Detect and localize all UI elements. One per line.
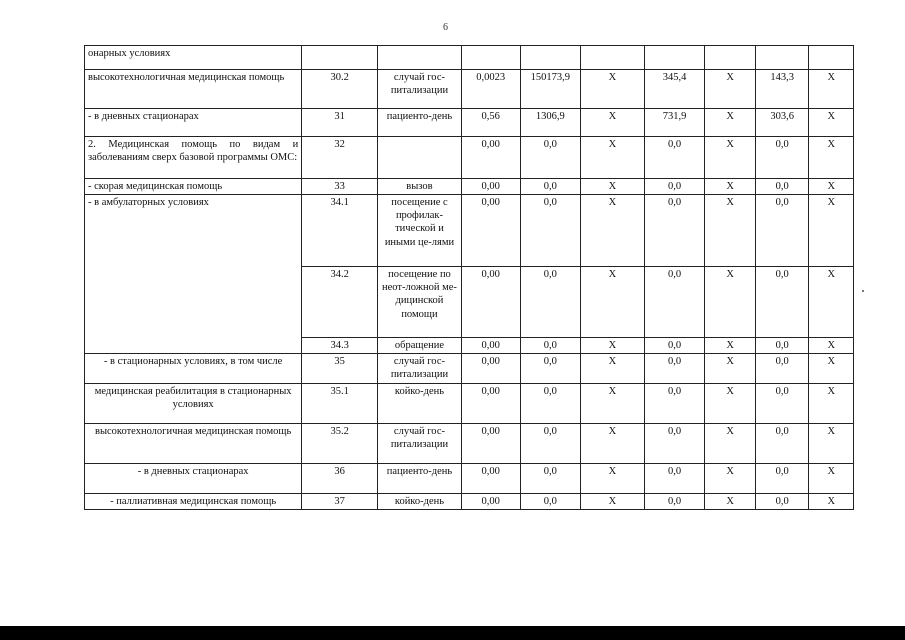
cell-value: 0,0 (644, 354, 705, 384)
row-name: - в дневных стационарах (85, 109, 302, 137)
table-row (85, 494, 854, 510)
row-code: 34.2 (302, 267, 378, 338)
cell-value: Х (705, 464, 756, 494)
cell-value: 0,00 (461, 137, 520, 179)
cell-value: Х (705, 494, 756, 510)
data-table (84, 45, 854, 510)
cell-value: 150173,9 (520, 70, 581, 109)
row-name: высокотехнологичная медицинская помощь (85, 70, 302, 109)
cell-value: 0,0 (520, 424, 581, 464)
cell-value: Х (705, 195, 756, 267)
cell-value: Х (705, 179, 756, 195)
row-name: онарных условиях (85, 46, 302, 70)
table-row (85, 46, 854, 70)
row-code: 35 (302, 354, 378, 384)
cell-value: 0,0 (755, 424, 809, 464)
table-row (85, 137, 854, 179)
cell-value: Х (581, 424, 645, 464)
cell-value: 0,00 (461, 338, 520, 354)
row-unit: посещение с профилак-тической и иными це-лями (378, 195, 462, 267)
cell-value: 0,0 (755, 179, 809, 195)
row-unit: случай гос-питализации (378, 70, 462, 109)
cell-value: 0,0 (520, 137, 581, 179)
cell-value: Х (581, 137, 645, 179)
row-unit: посещение по неот-ложной ме-дицинской помощи (378, 267, 462, 338)
cell-value: Х (809, 384, 854, 424)
cell-value: Х (809, 338, 854, 354)
cell-value: 0,0 (520, 338, 581, 354)
cell-value: 0,0 (644, 267, 705, 338)
row-code: 34.1 (302, 195, 378, 267)
cell-value: Х (581, 195, 645, 267)
cell-value: Х (705, 267, 756, 338)
cell-value: 0,00 (461, 195, 520, 267)
cell-value: Х (581, 179, 645, 195)
cell-value: 0,00 (461, 179, 520, 195)
row-name: - в стационарных условиях, в том числе (85, 354, 302, 384)
cell-value: 0,0 (520, 179, 581, 195)
cell-value: 0,0 (644, 464, 705, 494)
cell-value: 0,0 (644, 137, 705, 179)
cell-value: 0,0023 (461, 70, 520, 109)
cell-value: Х (809, 354, 854, 384)
cell-value: Х (581, 267, 645, 338)
scan-speck (862, 290, 864, 292)
cell-value: 0,0 (520, 494, 581, 510)
cell-value: Х (581, 384, 645, 424)
row-name: высокотехнологичная медицинская помощь (85, 424, 302, 464)
cell-value: 1306,9 (520, 109, 581, 137)
row-code: 35.1 (302, 384, 378, 424)
cell-value: Х (809, 494, 854, 510)
cell-value: 0,00 (461, 424, 520, 464)
cell-value: 0,00 (461, 384, 520, 424)
row-name: - в амбулаторных условиях (85, 195, 302, 354)
cell-value: 0,0 (520, 384, 581, 424)
table-row (85, 195, 854, 267)
page-number: 6 (443, 22, 448, 33)
table-row (85, 424, 854, 464)
cell-value: 0,56 (461, 109, 520, 137)
cell-value: Х (581, 464, 645, 494)
row-unit: койко-день (378, 494, 462, 510)
table-row (85, 464, 854, 494)
row-code: 33 (302, 179, 378, 195)
row-code: 31 (302, 109, 378, 137)
row-code: 35.2 (302, 424, 378, 464)
row-name: медицинская реабилитация в стационарных условиях (85, 384, 302, 424)
cell-value: 0,00 (461, 464, 520, 494)
cell-value: Х (809, 137, 854, 179)
cell-value: Х (705, 384, 756, 424)
cell-value: 0,0 (755, 195, 809, 267)
cell-value: Х (809, 195, 854, 267)
table-row (85, 70, 854, 109)
cell-value: Х (809, 464, 854, 494)
cell-value: 0,0 (755, 384, 809, 424)
table-row (85, 109, 854, 137)
cell-value: Х (809, 267, 854, 338)
cell-value: Х (581, 70, 645, 109)
cell-value: 0,0 (755, 494, 809, 510)
cell-value: Х (705, 354, 756, 384)
cell-value: 0,0 (520, 354, 581, 384)
cell-value: 0,0 (520, 464, 581, 494)
cell-value: Х (581, 494, 645, 510)
row-name: 2. Медицинская помощь по видам и заболеваниям сверх базовой программы ОМС: (85, 137, 302, 179)
cell-value: 0,0 (755, 137, 809, 179)
row-code: 34.3 (302, 338, 378, 354)
cell-value: Х (705, 424, 756, 464)
row-unit: случай гос-питализации (378, 354, 462, 384)
cell-value: Х (581, 354, 645, 384)
cell-value: 345,4 (644, 70, 705, 109)
cell-value: Х (705, 70, 756, 109)
row-code: 37 (302, 494, 378, 510)
table-row (85, 179, 854, 195)
cell-value: Х (581, 109, 645, 137)
cell-value: Х (705, 338, 756, 354)
cell-value: 0,0 (644, 384, 705, 424)
cell-value: Х (809, 70, 854, 109)
row-unit: обращение (378, 338, 462, 354)
row-code: 32 (302, 137, 378, 179)
cell-value: 0,00 (461, 494, 520, 510)
cell-value: 0,0 (755, 354, 809, 384)
cell-value: 0,0 (520, 195, 581, 267)
cell-value: 0,00 (461, 267, 520, 338)
cell-value: Х (705, 137, 756, 179)
table-row (85, 384, 854, 424)
cell-value: 0,0 (644, 424, 705, 464)
cell-value: Х (809, 424, 854, 464)
cell-value: 731,9 (644, 109, 705, 137)
cell-value: 0,0 (755, 464, 809, 494)
cell-value: 0,0 (755, 338, 809, 354)
row-name: - скорая медицинская помощь (85, 179, 302, 195)
cell-value: Х (705, 109, 756, 137)
row-name: - паллиативная медицинская помощь (85, 494, 302, 510)
cell-value: Х (581, 338, 645, 354)
table-row (85, 354, 854, 384)
cell-value: 0,0 (644, 494, 705, 510)
row-code: 30.2 (302, 70, 378, 109)
cell-value: 0,0 (644, 195, 705, 267)
row-unit: вызов (378, 179, 462, 195)
cell-value: 0,0 (644, 179, 705, 195)
row-name: - в дневных стационарах (85, 464, 302, 494)
cell-value: 143,3 (755, 70, 809, 109)
row-unit: пациенто-день (378, 109, 462, 137)
row-unit: случай гос-питализации (378, 424, 462, 464)
cell-value: 0,0 (644, 338, 705, 354)
row-unit: койко-день (378, 384, 462, 424)
cell-value: Х (809, 109, 854, 137)
cell-value: 0,00 (461, 354, 520, 384)
row-unit: пациенто-день (378, 464, 462, 494)
cell-value: Х (809, 179, 854, 195)
scan-bottom-edge (0, 626, 905, 640)
cell-value: 0,0 (520, 267, 581, 338)
row-code: 36 (302, 464, 378, 494)
cell-value: 303,6 (755, 109, 809, 137)
cell-value: 0,0 (755, 267, 809, 338)
